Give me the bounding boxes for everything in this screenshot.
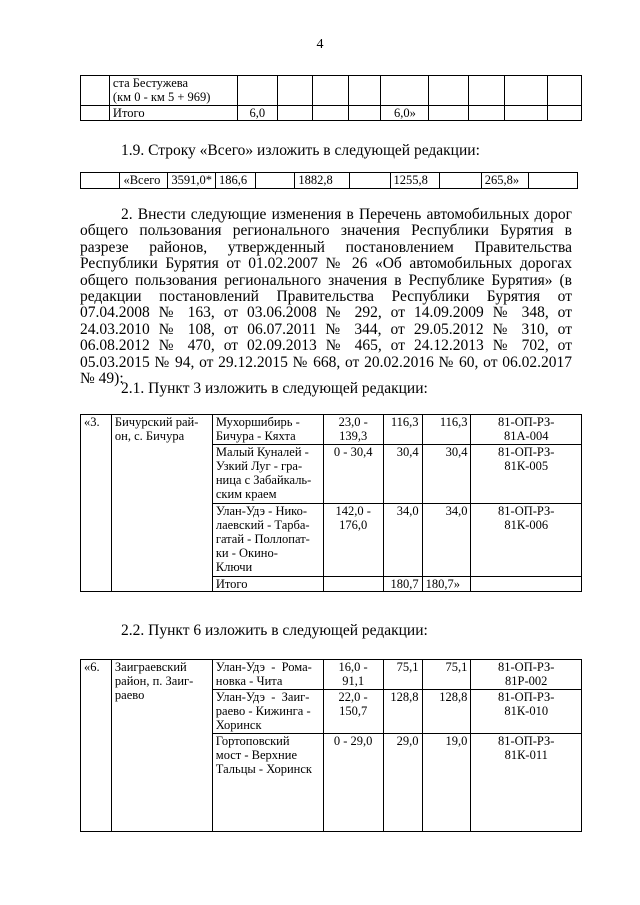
- total-label: «Всего: [120, 173, 168, 189]
- item-number: «3.: [81, 415, 112, 592]
- table-row: [81, 106, 582, 121]
- total-value: 6,0»: [381, 106, 429, 121]
- item-2-2-heading: 2.2. Пункт 6 изложить в следующей редакции:: [121, 622, 428, 639]
- table-cell: [440, 173, 481, 189]
- length-cell: 19,0: [422, 734, 471, 832]
- road-name-cell: Улан-Удэ - Нико- лаевский - Тарба- гатай - Поллопат- ки - Окино- Ключи: [212, 504, 323, 577]
- item-number: «6.: [81, 660, 112, 832]
- table-row: [81, 76, 582, 106]
- length-cell: 29,0: [383, 734, 422, 832]
- road-code-cell: 81-ОП-РЗ- 81К-011: [471, 734, 582, 832]
- total-value: 6,0: [237, 106, 277, 121]
- table-cell: [350, 173, 390, 189]
- item-6-table: [80, 659, 582, 832]
- total-value: 180,7: [383, 577, 422, 592]
- length-cell: 75,1: [422, 660, 471, 690]
- table-row: [81, 173, 578, 189]
- item-1-9-heading: 1.9. Строку «Всего» изложить в следующей редакции:: [121, 142, 480, 159]
- table-tail-fragment: [80, 75, 582, 121]
- road-code-cell: 81-ОП-РЗ- 81К-006: [471, 504, 582, 577]
- page-number: 4: [316, 37, 324, 52]
- table-cell: 1255,8: [390, 173, 440, 189]
- length-cell: 116,3: [422, 415, 471, 445]
- length-cell: 75,1: [383, 660, 422, 690]
- km-cell: 0 - 30,4: [323, 445, 383, 504]
- km-cell: 16,0 - 91,1: [323, 660, 383, 690]
- table-cell: [255, 173, 294, 189]
- table-row: [81, 415, 582, 445]
- road-name-cell: Улан-Удэ - Рома- новка - Чита: [212, 660, 323, 690]
- total-label: Итого: [212, 577, 323, 592]
- table-cell: 186,6: [215, 173, 255, 189]
- district-cell: Заиграевский район, п. Заиг- раево: [111, 660, 212, 832]
- table-cell: 265,8»: [481, 173, 528, 189]
- km-cell: 22,0 - 150,7: [323, 690, 383, 734]
- total-value: 180,7»: [422, 577, 471, 592]
- table-cell: 1882,8: [295, 173, 350, 189]
- km-cell: 142,0 - 176,0: [323, 504, 383, 577]
- total-row-table: [80, 172, 578, 189]
- item-3-table: [80, 414, 582, 592]
- road-name-cell: ста Бестужева (км 0 - км 5 + 969): [109, 76, 237, 106]
- road-code-cell: 81-ОП-РЗ- 81К-010: [471, 690, 582, 734]
- km-cell: 23,0 - 139,3: [323, 415, 383, 445]
- table-row: [81, 660, 582, 690]
- length-cell: 30,4: [422, 445, 471, 504]
- road-name-cell: Гортоповский мост - Верхние Тальцы - Хоринск: [212, 734, 323, 832]
- length-cell: 116,3: [383, 415, 422, 445]
- item-2-1-heading: 2.1. Пункт 3 изложить в следующей редакции:: [121, 380, 428, 397]
- length-cell: 34,0: [422, 504, 471, 577]
- length-cell: 128,8: [383, 690, 422, 734]
- road-name-cell: Малый Куналей - Узкий Луг - гра- ница с Забайкаль- ским краем: [212, 445, 323, 504]
- km-cell: 0 - 29,0: [323, 734, 383, 832]
- road-name-cell: Улан-Удэ - Заиг- раево - Кижинга - Хоринск: [212, 690, 323, 734]
- table-cell: 3591,0*: [168, 173, 216, 189]
- road-name-cell: Мухоршибирь - Бичура - Кяхта: [212, 415, 323, 445]
- road-code-cell: 81-ОП-РЗ- 81К-005: [471, 445, 582, 504]
- road-code-cell: 81-ОП-РЗ- 81А-004: [471, 415, 582, 445]
- length-cell: 128,8: [422, 690, 471, 734]
- paragraph-2: 2. Внести следующие изменения в Перечень автомобильных дорог общего пользования регионального значения Республики Бурятия в разрезе районов, утвержденный постановлением Правительства Республики Бурятия от 01.02.2007 № 26 «Об автомобильных дорогах общего пользования регионального значения в Республике Бурятия» (в редакции постановлений Правительства Республики Бурятия от 07.04.2008 № 163, от 03.06.2008 № 292, от 14.09.2009 № 348, от 24.03.2010 № 108, от 06.07.2011 № 344, от 29.05.2012 № 310, от 06.08.2012 № 470, от 02.09.2013 № 465, от 24.12.2013 № 702, от 05.03.2015 № 94, от 29.12.2015 № 668, от 20.02.2016 № 60, от 06.02.2017 № 49):: [80, 206, 572, 388]
- total-label: Итого: [109, 106, 237, 121]
- length-cell: 34,0: [383, 504, 422, 577]
- district-cell: Бичурский рай- он, с. Бичура: [111, 415, 212, 592]
- road-code-cell: 81-ОП-РЗ- 81Р-002: [471, 660, 582, 690]
- length-cell: 30,4: [383, 445, 422, 504]
- table-cell: [81, 76, 110, 106]
